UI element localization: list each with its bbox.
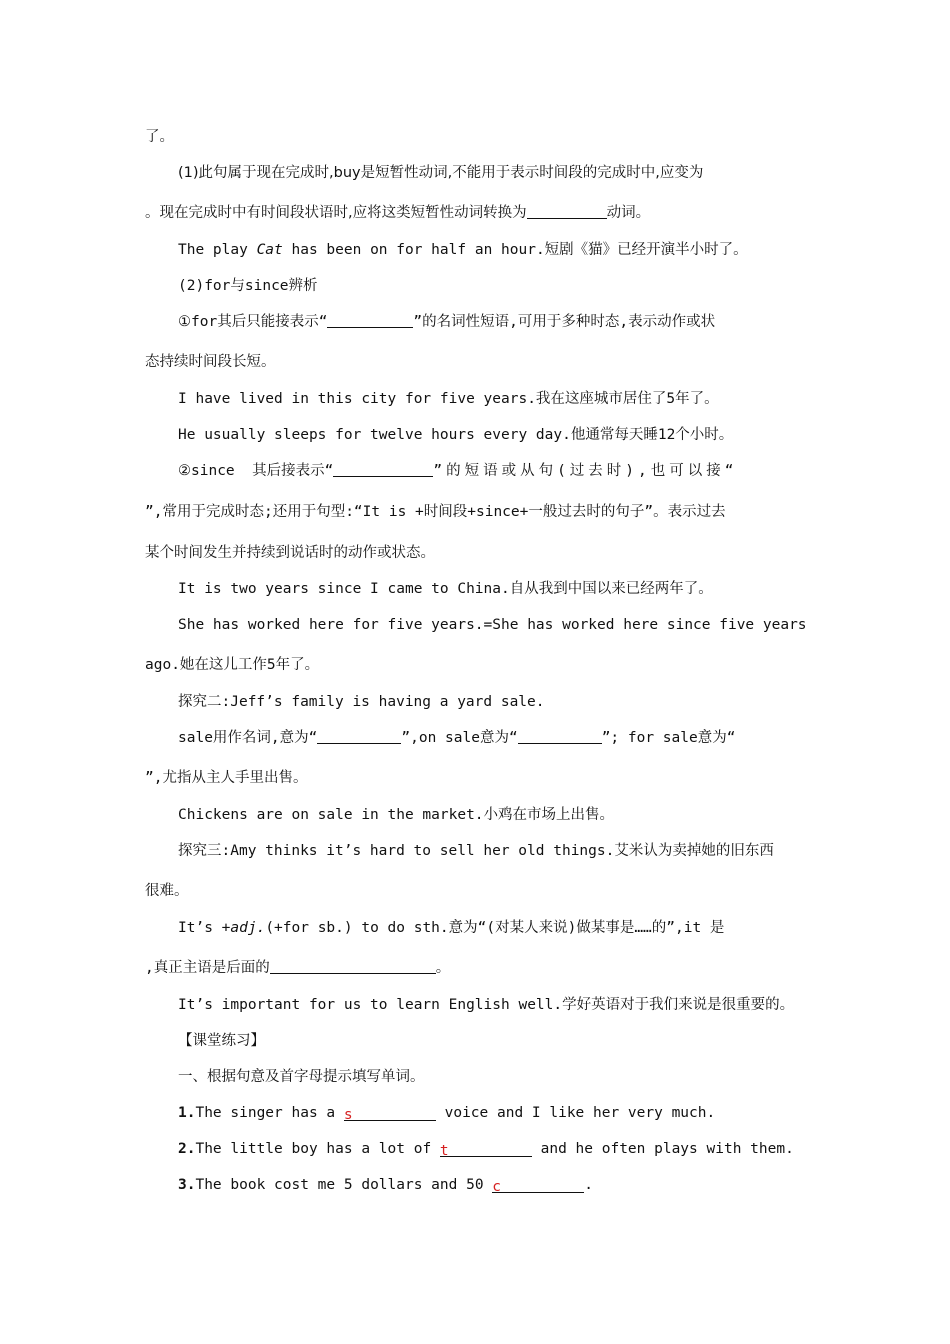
- text: 某个时间发生并持续到说话时的动作或状态。: [145, 545, 435, 561]
- text: (+for sb.) to do sth.意为“(对某人来说)做某事是……的”,it 是: [265, 920, 725, 936]
- text: It’s +: [178, 920, 231, 936]
- exercise-number: 3.: [178, 1177, 196, 1193]
- text: (2)for与since辨析: [178, 278, 318, 294]
- text: ”,尤指从主人手里出售。: [145, 770, 308, 786]
- text: ,真正主语是后面的: [145, 960, 270, 976]
- text: 。: [435, 960, 451, 976]
- section-heading: [178, 692, 545, 712]
- text: He usually sleeps for twelve hours every day.他通常每天睡12个小时。: [178, 427, 734, 443]
- fill-blank[interactable]: [270, 958, 436, 974]
- text: It is two years since I came to China.自从我到中国以来已经两年了。: [178, 581, 713, 597]
- example-sentence: [178, 995, 794, 1015]
- italic-title: Cat: [256, 242, 283, 258]
- answer-blank[interactable]: [440, 1141, 532, 1157]
- text: 探究三:Amy thinks it’s hard to sell her old things.艾米认为卖掉她的旧东西: [178, 843, 774, 859]
- text: 态持续时间段长短。: [145, 354, 276, 370]
- text: ago.她在这儿工作5年了。: [145, 657, 320, 673]
- exercise-item: [178, 1175, 593, 1195]
- example-sentence: [178, 240, 748, 260]
- text-line: [178, 312, 715, 332]
- text: 很难。: [145, 883, 189, 899]
- text-line: [145, 543, 435, 563]
- text-line: [178, 163, 703, 183]
- text-line: [145, 502, 726, 522]
- answer-blank[interactable]: [492, 1177, 584, 1193]
- italic-abbrev: adj.: [230, 920, 266, 936]
- text: I have lived in this city for five years.我在这座城市居住了5年了。: [178, 391, 719, 407]
- text: Chickens are on sale in the market.小鸡在市场上出售。: [178, 807, 615, 823]
- text-line: [145, 655, 319, 675]
- text-line: [145, 768, 307, 788]
- text: ”; for sale意为“: [601, 730, 736, 746]
- text-line: [178, 728, 735, 748]
- fill-blank[interactable]: [333, 461, 433, 477]
- text: voice and I like her very much.: [435, 1105, 716, 1121]
- text: 探究二:Jeff’s family is having a yard sale.: [178, 694, 545, 710]
- fill-blank[interactable]: [317, 728, 401, 744]
- fill-blank[interactable]: [327, 312, 413, 328]
- fill-blank[interactable]: [518, 728, 602, 744]
- text: She has worked here for five years.=She has worked here since five years: [178, 617, 807, 633]
- text: and he often plays with them.: [531, 1141, 794, 1157]
- text-line: [145, 958, 450, 978]
- text: 一、根据句意及首字母提示填写单词。: [178, 1069, 425, 1085]
- text: ”,on sale意为“: [401, 730, 518, 746]
- fill-blank[interactable]: [527, 203, 607, 219]
- text: The little boy has a lot of: [195, 1141, 440, 1157]
- text-line: [145, 127, 174, 147]
- text-line: [145, 203, 650, 223]
- text: .: [584, 1177, 594, 1193]
- text: The book cost me 5 dollars and 50: [195, 1177, 493, 1193]
- text: The play: [178, 242, 257, 258]
- exercise-item: [178, 1139, 794, 1159]
- text: 。现在完成时中有时间段状语时,应将这类短暂性动词转换为: [145, 205, 527, 221]
- hint-letter: c: [492, 1179, 502, 1195]
- text: It’s important for us to learn English well.学好英语对于我们来说是很重要的。: [178, 997, 795, 1013]
- text-line: [145, 352, 276, 372]
- text-line: [178, 461, 738, 481]
- text: ②since 其后接表示“: [178, 463, 334, 479]
- hint-letter: s: [343, 1107, 353, 1123]
- exercise-number: 1.: [178, 1105, 196, 1121]
- text: ”,常用于完成时态;还用于句型:“It is +时间段+since+一般过去时的句子”。表示过去: [145, 504, 726, 520]
- instructions: [178, 1067, 425, 1087]
- text: 了。: [145, 129, 174, 145]
- section-heading: [178, 276, 318, 296]
- text: has been on for half an hour.短剧《猫》已经开演半小时了。: [282, 242, 748, 258]
- section-heading: [178, 1031, 265, 1051]
- section-heading: [178, 841, 774, 861]
- example-sentence: [178, 579, 713, 599]
- text: (1)此句属于现在完成时,buy是短暂性动词,不能用于表示时间段的完成时中,应变为: [178, 165, 704, 181]
- example-sentence: [178, 805, 614, 825]
- text: ”的短语或从句(过去时),也可以接“: [433, 463, 738, 479]
- text: sale用作名词,意为“: [178, 730, 318, 746]
- text: ①for其后只能接表示“: [178, 314, 328, 330]
- text: 【课堂练习】: [178, 1033, 265, 1049]
- text-line: [145, 881, 189, 901]
- example-sentence: [178, 615, 807, 635]
- example-sentence: [178, 425, 733, 445]
- text: The singer has a: [195, 1105, 344, 1121]
- example-sentence: [178, 389, 719, 409]
- text: 动词。: [606, 205, 651, 221]
- hint-letter: t: [439, 1143, 449, 1159]
- text-line: [178, 918, 724, 938]
- exercise-number: 2.: [178, 1141, 196, 1157]
- text: ”的名词性短语,可用于多种时态,表示动作或状: [413, 314, 716, 330]
- answer-blank[interactable]: [344, 1105, 436, 1121]
- exercise-item: [178, 1103, 715, 1123]
